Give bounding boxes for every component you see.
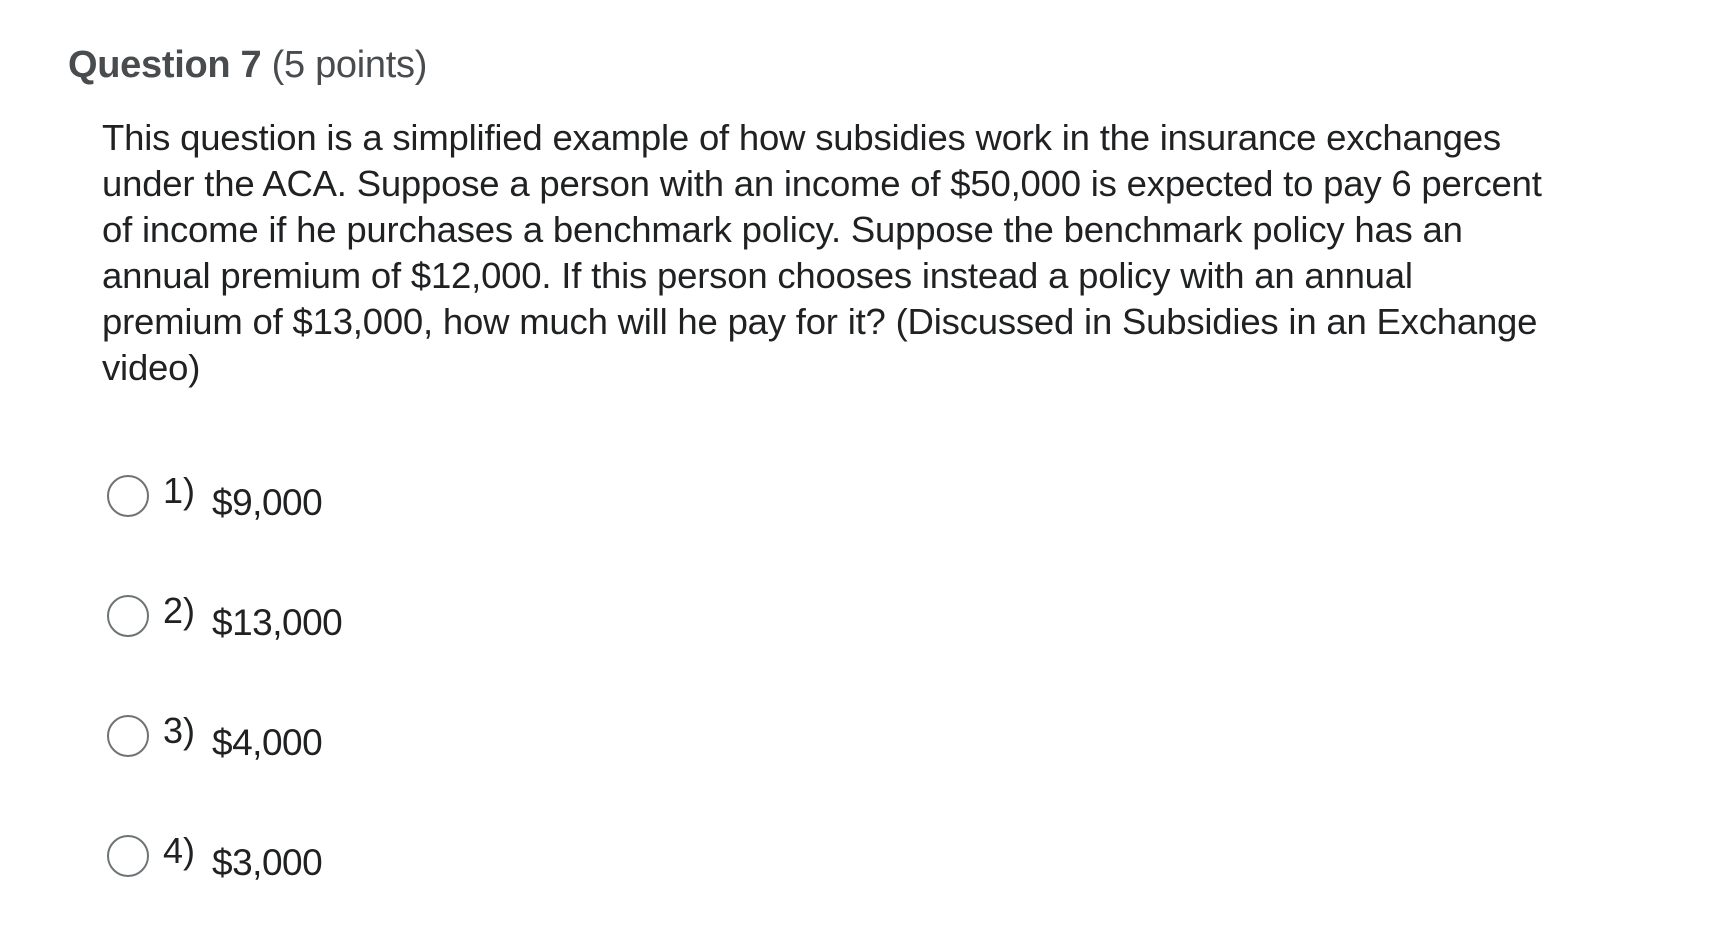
option-label[interactable]: $9,000 [212,482,323,523]
option-number: 3) [163,710,196,751]
question-text: This question is a simplified example of how subsidies work in the insurance exchanges under the ACA. Suppose a person with an income of $50,000 is expected to pay 6 percent of income if he purchases a benchmark policy. Suppose the benchmark policy has an annual premium of $12,000. If this person chooses instead a policy with an annual premium of $13,000, how much will he pay for it? (Discussed in Subsidies in an Exchange video) [102,117,1542,388]
radio-button-4[interactable] [107,835,149,877]
radio-button-1[interactable] [107,475,149,517]
option-label[interactable]: $4,000 [212,722,323,763]
option-label[interactable]: $3,000 [212,842,323,883]
answer-option-1[interactable] [107,468,323,523]
option-number: 1) [163,470,196,511]
option-number: 4) [163,830,196,871]
answer-option-2[interactable] [107,588,343,643]
radio-button-2[interactable] [107,595,149,637]
answer-option-4[interactable] [107,828,323,883]
option-label[interactable]: $13,000 [212,602,343,643]
answer-option-3[interactable] [107,708,323,763]
option-number: 2) [163,590,196,631]
radio-button-3[interactable] [107,715,149,757]
question-points: (5 points) [271,44,428,86]
question-title: Question 7 [68,44,262,86]
question-header [68,40,427,90]
